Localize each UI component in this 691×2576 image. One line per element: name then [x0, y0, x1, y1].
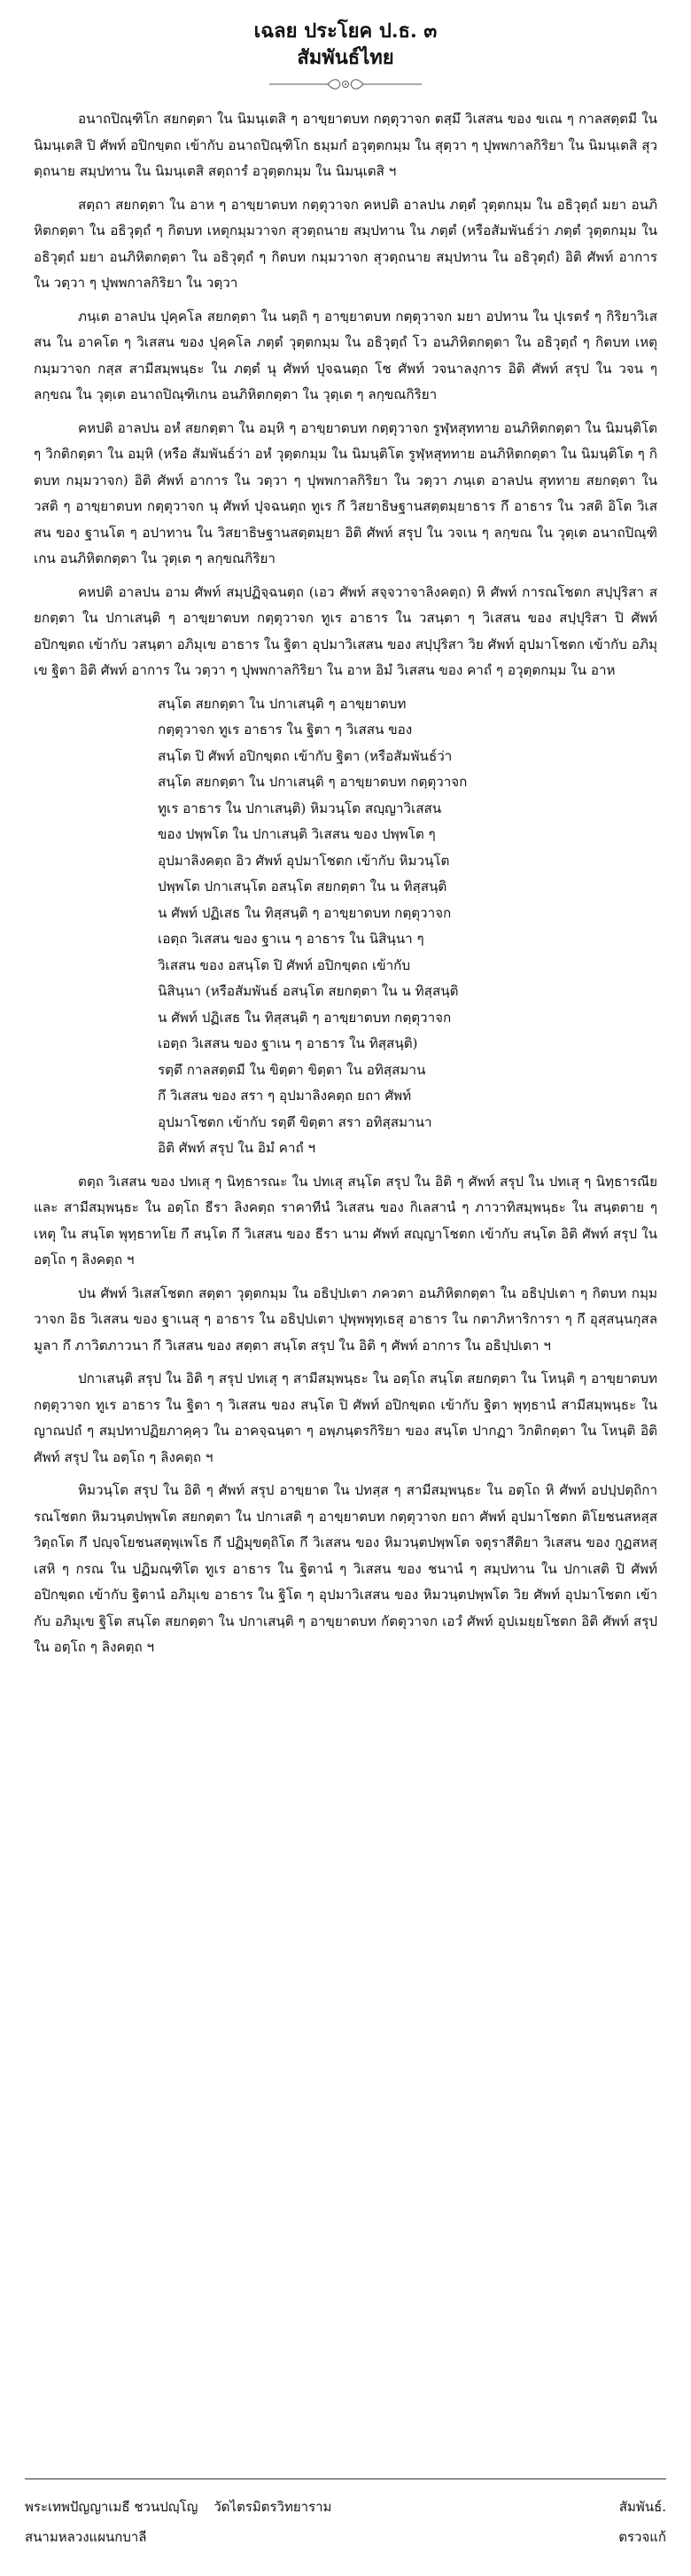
verse-line: สนฺโต สยกตฺตา ใน ปกาเสนฺติ ๆ อาขฺยาตบท [158, 695, 407, 712]
ornament-divider-icon [266, 76, 425, 92]
verse-line: เอตฺถ วิเสสน ของ ฐาเน ๆ อาธาร ใน ทิสฺสนฺติ) [158, 1035, 418, 1051]
paragraph: คหปติ อาลปน อาม ศัพท์ สมฺปฏิจฺฉนตฺถ (เอว ศัพท์ สจฺจวาจาลิงคตฺถ) หิ ศัพท์ การณโชตก สปฺปุริสา สยกตฺตา ใน ปกาเสนฺติ ๆ อาขฺยาตบท กตฺตุวาจก ทูเร อาธาร ใน วสนฺตา ๆ วิเสสน ของ สปฺปุริสา ปิ ศัพท์ อปิกขฺตถ เข้ากับ วสนฺตา อภิมุเข อาธาร ใน ฐิตา อุปมาวิเสสน ของ สปฺปุริสา วิย ศัพท์ อุปมาโชตก เข้ากับ อภิมุเข ฐิตา อิติ ศัพท์ อาการ ใน วตฺวา ๆ ปุพพกาลกิริยา ใน อาห อิมํ วิเสสน ของ คาถํ ๆ อวุตฺตกมฺม ใน อาห [34, 583, 657, 678]
verse-line: อุปมาลิงคตฺถ อิว ศัพท์ อุปมาโชตก เข้ากับ หิมวนฺโต [158, 852, 450, 869]
verse-line: น ศัพท์ ปฏิเสธ ใน ทิสฺสนฺติ ๆ อาขฺยาตบท กตฺตุวาจก [158, 904, 452, 921]
verse-line: วิเสสน ของ อสนฺโต ปิ ศัพท์ อปิกขฺตถ เข้ากับ [158, 956, 410, 973]
verse-line: กตฺตุวาจก ทูเร อาธาร ใน ฐิตา ๆ วิเสสน ของ [158, 722, 413, 738]
verse-line: น ศัพท์ ปฏิเสธ ใน ทิสฺสนฺติ ๆ อาขฺยาตบท กตฺตุวาจก [158, 1009, 452, 1026]
page-subtitle: สัมพันธ์ไทย [297, 46, 394, 69]
paragraph: อนาถปิณฺฑิโก สยกตฺตา ใน นิมนฺเตสิ ๆ อาขฺยาตบท กตฺตุวาจก ตสฺมึ วิเสสน ของ ขเณ ๆ กาลสตฺตมี ใน นิมนฺเตสิ ปิ ศัพท์ อปิกขฺตถ เข้ากับ อนาถปิณฺฑิโก ธมฺมกํ อวุตฺตกมฺม ใน สุตฺวา ๆ ปุพพกาลกิริยา ใน นิมนฺเตสิ สุวตฺถนาย สมฺปทาน ใน นิมนฺเตสิ สตฺถารํ อวุตฺตกมฺม ใน นิมนฺเตสิ ฯ [34, 111, 657, 179]
verse-line: เอตฺถ วิเสสน ของ ฐาเน ๆ อาธาร ใน นิสินฺนา ๆ [158, 931, 424, 947]
paragraph: ปกาเสนฺติ สรุป ใน อิติ ๆ สรุป ปทเสุ ๆ สามีสมฺพนฺธะ ใน อตฺโถ สนฺโต สยกตฺตา ใน โหนฺติ ๆ อาขฺยาตบท กตฺตุวาจก ทูเร อาธาร ใน ฐิตา ๆ วิเสสน ของ สนฺโต ปิ ศัพท์ อปิกขฺตถ เข้ากับ ฐิตา พุทฺธานํ สามีสมฺพนฺธะ ใน ญาณปถํ ๆ สมฺปทาปฏิยภาคฺคฺว ใน อาคจฺฉนฺตา ๆ อพฺภนฺตรกิริยา ของ สนฺโต ปากฏา วิกติกตฺตา ใน โหนฺติ อิติ ศัพท์ สรุป ใน อตฺโถ ๆ ลิงคตฺถ ฯ [34, 1370, 657, 1465]
footer-row [25, 2522, 666, 2552]
verse-line: สนฺโต สยกตฺตา ใน ปกาเสนฺติ ๆ อาขฺยาตบท กตฺตุวาจก [158, 774, 468, 790]
document-page [0, 18, 691, 2576]
verse-block [158, 691, 579, 1162]
verse-line: กึ วิเสสน ของ สรา ๆ อุปมาลิงคตฺถ ยถา ศัพท์ [158, 1088, 412, 1104]
footer-status: ตรวจแก้ [618, 2529, 666, 2545]
verse-line: รตฺตึ กาลสตฺตมี ใน ขิตฺตา ขิตฺตา ใน อทิสฺสมาน [158, 1061, 426, 1078]
verse-line: ปพฺพโต ปกาเสนฺโต อสนฺโต สยกตฺตา ใน น ทิสฺสนฺติ [158, 878, 447, 894]
paragraph: ปน ศัพท์ วิเสสโชตก สตฺตา วุตฺตกมฺม ใน อธิปฺปเตา ภควตา อนภิหิตกตฺตา ใน อธิปฺปเตา ๆ กิตบท กมฺมวาจก อิธ วิเสสน ของ ฐาเนสุ ๆ อาธาร ใน อธิปฺปเตา ปุพฺพพุทฺเธสุ อาธาร ใน กตาภิหาริการา ๆ กึ อุสฺสนฺนกุสลมูลา กึ ภาวิตภาวนา กึ วิเสสน ของ สตฺตา สนฺโต สรุป ใน อิติ ๆ ศัพท์ อาการ ใน อธิปฺปเตา ฯ [34, 1284, 657, 1354]
verse-line: อุปมาโชตก เข้ากับ รตฺตึ ขิตฺตา สรา อทิสฺสมานา [158, 1113, 432, 1130]
footer-office: สนามหลวงแผนกบาลี [25, 2529, 147, 2545]
paragraph: ตตฺถ วิเสสน ของ ปทเสุ ๆ นิทฺธารณะ ใน ปทเสุ สนฺโต สรุป ใน อิติ ๆ ศัพท์ สรุป ใน ปทเสุ ๆ นิทฺธารณีย และ สามีสมฺพนฺธะ ใน อตฺโถ ธีรา ลิงคตฺถ ราคาทีนํ วิเสสน ของ กิเลสานํ ๆ ภาวาทิสมฺพนฺธะ ใน สนฺตตาย ๆ เหตุ ใน สนฺโต พุทฺธาทโย กึ สนฺโต กึ วิเสสน ของ ธีรา นาม ศัพท์ สญฺญาโชตก เข้ากับ สนฺโต อิติ ศัพท์ สรุป ใน อตฺโถ ๆ ลิงคตฺถ ฯ [34, 1173, 657, 1268]
footer-author: พระเทพปัญญาเมธี ชวนปญฺโญ [25, 2499, 198, 2515]
verse-line: สนฺโต ปิ ศัพท์ อปิกขฺตถ เข้ากับ ฐิตา (หรือสัมพันธ์ว่า [158, 747, 453, 764]
paragraph: หิมวนฺโต สรุป ใน อิติ ๆ ศัพท์ สรุป อาขฺยาต ใน ปทสฺส ๆ สามีสมฺพนฺธะ ใน อตฺโถ หิ ศัพท์ อปปฺปตฺถิการณโชตก หิมวนฺตปพฺพโต สยกตฺตา ใน ปกาเสติ ๆ อาขฺยาตบท กตฺตุวาจก ยถา ศัพท์ อุปมาโชตก ติโยชนสหสฺสวิตฺถโต กึ ปญฺจโยชนสตุพฺเพโธ กึ ปฏิมุขตฺถิโต กึ วิเสสน ของ หิมวนฺตปพฺพโต จตุราสีติยา วิเสสน ของ กูฏสหสฺเสหิ ๆ กรณ ใน ปฏิมณฺฑิโต ทูเร อาธาร ใน ฐิตานํ ๆ วิเสสน ของ ชนานํ ๆ สมฺปทาน ใน ปกาเสติ ปิ ศัพท์ อปิกขฺตถ เข้ากับ ฐิตานํ อภิมุเข อาธาร ใน ฐิโต ๆ อุปมาวิเสสน ของ หิมวนฺตปพฺพโต วิย ศัพท์ อุปมาโชตก เข้ากับ อภิมุเข ฐิโต สนฺโต สยกตฺตา ใน ปกาเสนฺติ ๆ อาขฺยาตบท กัตตุวาจก เอวํ ศัพท์ อุปเมยฺยโชตก อิติ ศัพท์ สรุป ใน อตฺโถ ๆ ลิงคตฺถ ฯ [34, 1482, 657, 1655]
page-title: เฉลย ประโยค ป.ธ. ๓ [253, 20, 438, 43]
paragraph: คหปติ อาลปน อหํ สยกตฺตา ใน อมฺหิ ๆ อาขฺยาตบท กตฺตุวาจก รูฬฺหสุททาย อนภิหิตกตฺตา ใน นิมนฺติโต ๆ วิกติกตฺตา ใน อมฺหิ (หรือ สัมพันธ์ว่า อหํ วุตฺตกมฺม ใน นิมนฺติโต รูฬฺหสุททาย อนภิหิตกตฺตา ใน นิมนฺติโต ๆ กิตบท กมฺมวาจก) อิติ ศัพท์ อาการ ใน วตฺวา ๆ ปุพพกาลกิริยา ใน วตฺวา ภนฺเต อาลปน สุททาย สยกตฺตา ใน วสติ ๆ อาขฺยาตบท กตฺตุวาจก นุ ศัพท์ ปุจฉนตฺถ ทูเร กึ วิสยาธิษฐานสตฺตมฺยาธาร กึ อาธาร ใน วสติ อิโต วิเสสน ของ ฐานโต ๆ อปาทาน ใน วิสยาธิษฐานสตฺตมฺยา อิติ ศัพท์ สรุป ใน วจเน ๆ ลกฺขณ ใน วุตฺเต อนาถปิณฺฑิเกน อนภิหิตกตฺตา ใน วุตฺเต ๆ ลกฺขณกิริยา [34, 419, 657, 566]
footer-left [25, 2492, 331, 2522]
footer-row [25, 2492, 666, 2522]
footer-temple: วัดไตรมิตรวิทยาราม [214, 2499, 332, 2515]
verse-line: นิสินฺนา (หรือสัมพันธ์ อสนฺโต สยกตฺตา ใน น ทิสฺสนฺติ [158, 983, 459, 999]
paragraph: ภนฺเต อาลปน ปุคฺคโล สยกตฺตา ใน นตฺถิ ๆ อาขฺยาตบท กตฺตุวาจก มยา อปทาน ใน ปุเรตรํ ๆ กิริยาวิเสสน ใน อาคโต ๆ วิเสสน ของ ปุคฺคโล ภตฺตํ วุตฺตกมฺม ใน อธิวุตฺถํ โว อนภิหิตกตฺตา ใน อธิวุตฺถํ ๆ กิตบท เหตุกมฺมวาจก กสฺส สามีสมฺพนฺธะ ใน ภตฺตํ นุ ศัพท์ ปุจฉนตฺถ โช ศัพท์ วจนาลงฺการ อิติ ศัพท์ สรุป ใน วจน ๆ ลกฺขณ ใน วุตฺเต อนาถปิณฺฑิเกน อนภิหิตกตฺตา ใน วุตฺเต ๆ ลกฺขณกิริยา [34, 308, 657, 402]
paragraph: สตฺถา สยกตฺตา ใน อาห ๆ อาขฺยาตบท กตฺตุวาจก คหปติ อาลปน ภตฺตํ วุตฺตกมฺม ใน อธิวุตฺถํ มยา อนภิหิตกตฺตา ใน อธิวุตฺถํ ๆ กิตบท เหตุกมฺมวาจก สุวตฺถนาย สมฺปทาน ใน ภตฺตํ (หรือสัมพันธ์ว่า ภตฺตํ วุตฺตกมฺม ใน อธิวุตฺถํ มยา อนภิหิตกตฺตา ใน อธิวุตฺถํ ๆ กิตบท กมฺมวาจก สุวตฺถนาย สมฺปทาน ใน อธิวุตฺถํ) อิติ ศัพท์ อาการ ใน วตฺวา ๆ ปุพพกาลกิริยา ใน วตฺวา [34, 196, 657, 291]
verse-line: ของ ปพฺพโต ใน ปกาเสนฺติ วิเสสน ของ ปพฺพโต ๆ [158, 826, 436, 842]
footer-subject: สัมพันธ์. [618, 2499, 666, 2515]
verse-line: ทูเร อาธาร ใน ปกาเสนฺติ) หิมวนฺโต สญฺญาวิเสสน [158, 800, 442, 816]
page-footer [25, 2478, 666, 2552]
document-body [34, 106, 657, 1661]
verse-line: อิติ ศัพท์ สรุป ใน อิมํ คาถํ ฯ [158, 1140, 316, 1156]
